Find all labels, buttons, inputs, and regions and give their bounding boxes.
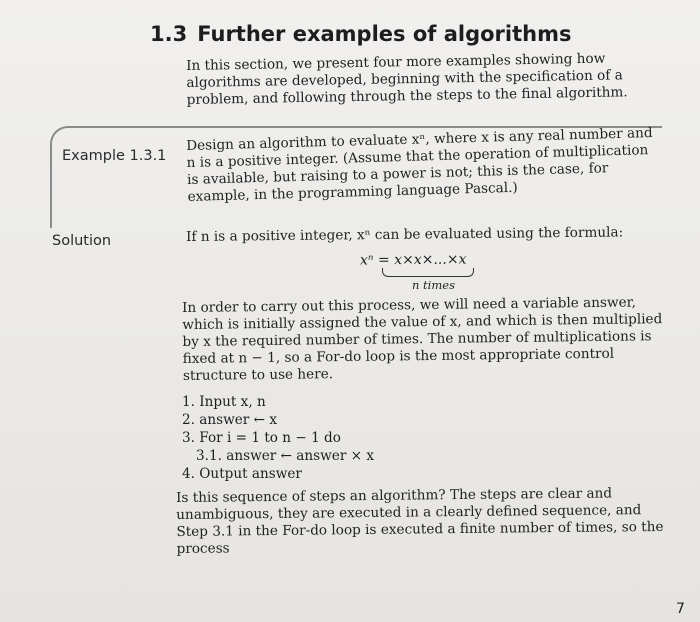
section-heading xyxy=(150,22,571,46)
solution-label: Solution xyxy=(52,233,112,249)
example-text: Design an algorithm to evaluate xⁿ, where x is any real number and n is a positive integer. (Assume that the operation of multiplication is available, but raising to a power is not; this is the case, for example, in the programming language Pascal.) xyxy=(186,124,653,205)
explanation-paragraph: In order to carry out this process, we will need a variable answer, which is initially assigned the value of x, and which is then multiplied by x the required number of times. The number of multiplications is fixed at n − 1, so a For-do loop is the most appropriate control structure to use here. xyxy=(182,294,663,384)
closing-paragraph: Is this sequence of steps an algorithm? The steps are clear and unambiguous, they are executed in a clearly defined sequence, and Step 3.1 in the For-do loop is executed a finite number of times, so the process xyxy=(176,485,664,557)
formula-note: n times xyxy=(412,278,455,292)
formula: xⁿ = x×x×...×x xyxy=(359,251,467,269)
algorithm-step: 2. answer ← x xyxy=(182,412,278,428)
solution-text: If n is a positive integer, xⁿ can be evaluated using the formula: xyxy=(186,224,624,245)
intro-paragraph: In this section, we present four more examples showing how algorithms are developed, beginning with the specification of a problem, and following through the steps to the final algorithm. xyxy=(186,50,628,108)
algorithm-step: 4. Output answer xyxy=(182,466,302,482)
algorithm-step: 1. Input x, n xyxy=(182,394,266,410)
section-number: 1.3 xyxy=(150,22,188,46)
algorithm-step: 3. For i = 1 to n − 1 do xyxy=(182,430,341,446)
example-label: Example 1.3.1 xyxy=(62,148,167,164)
underbrace xyxy=(382,268,474,277)
algorithm-step: 3.1. answer ← answer × x xyxy=(196,448,375,464)
section-title: Further examples of algorithms xyxy=(197,22,572,46)
algorithm-steps xyxy=(182,393,374,483)
page-number: 7 xyxy=(676,601,685,617)
